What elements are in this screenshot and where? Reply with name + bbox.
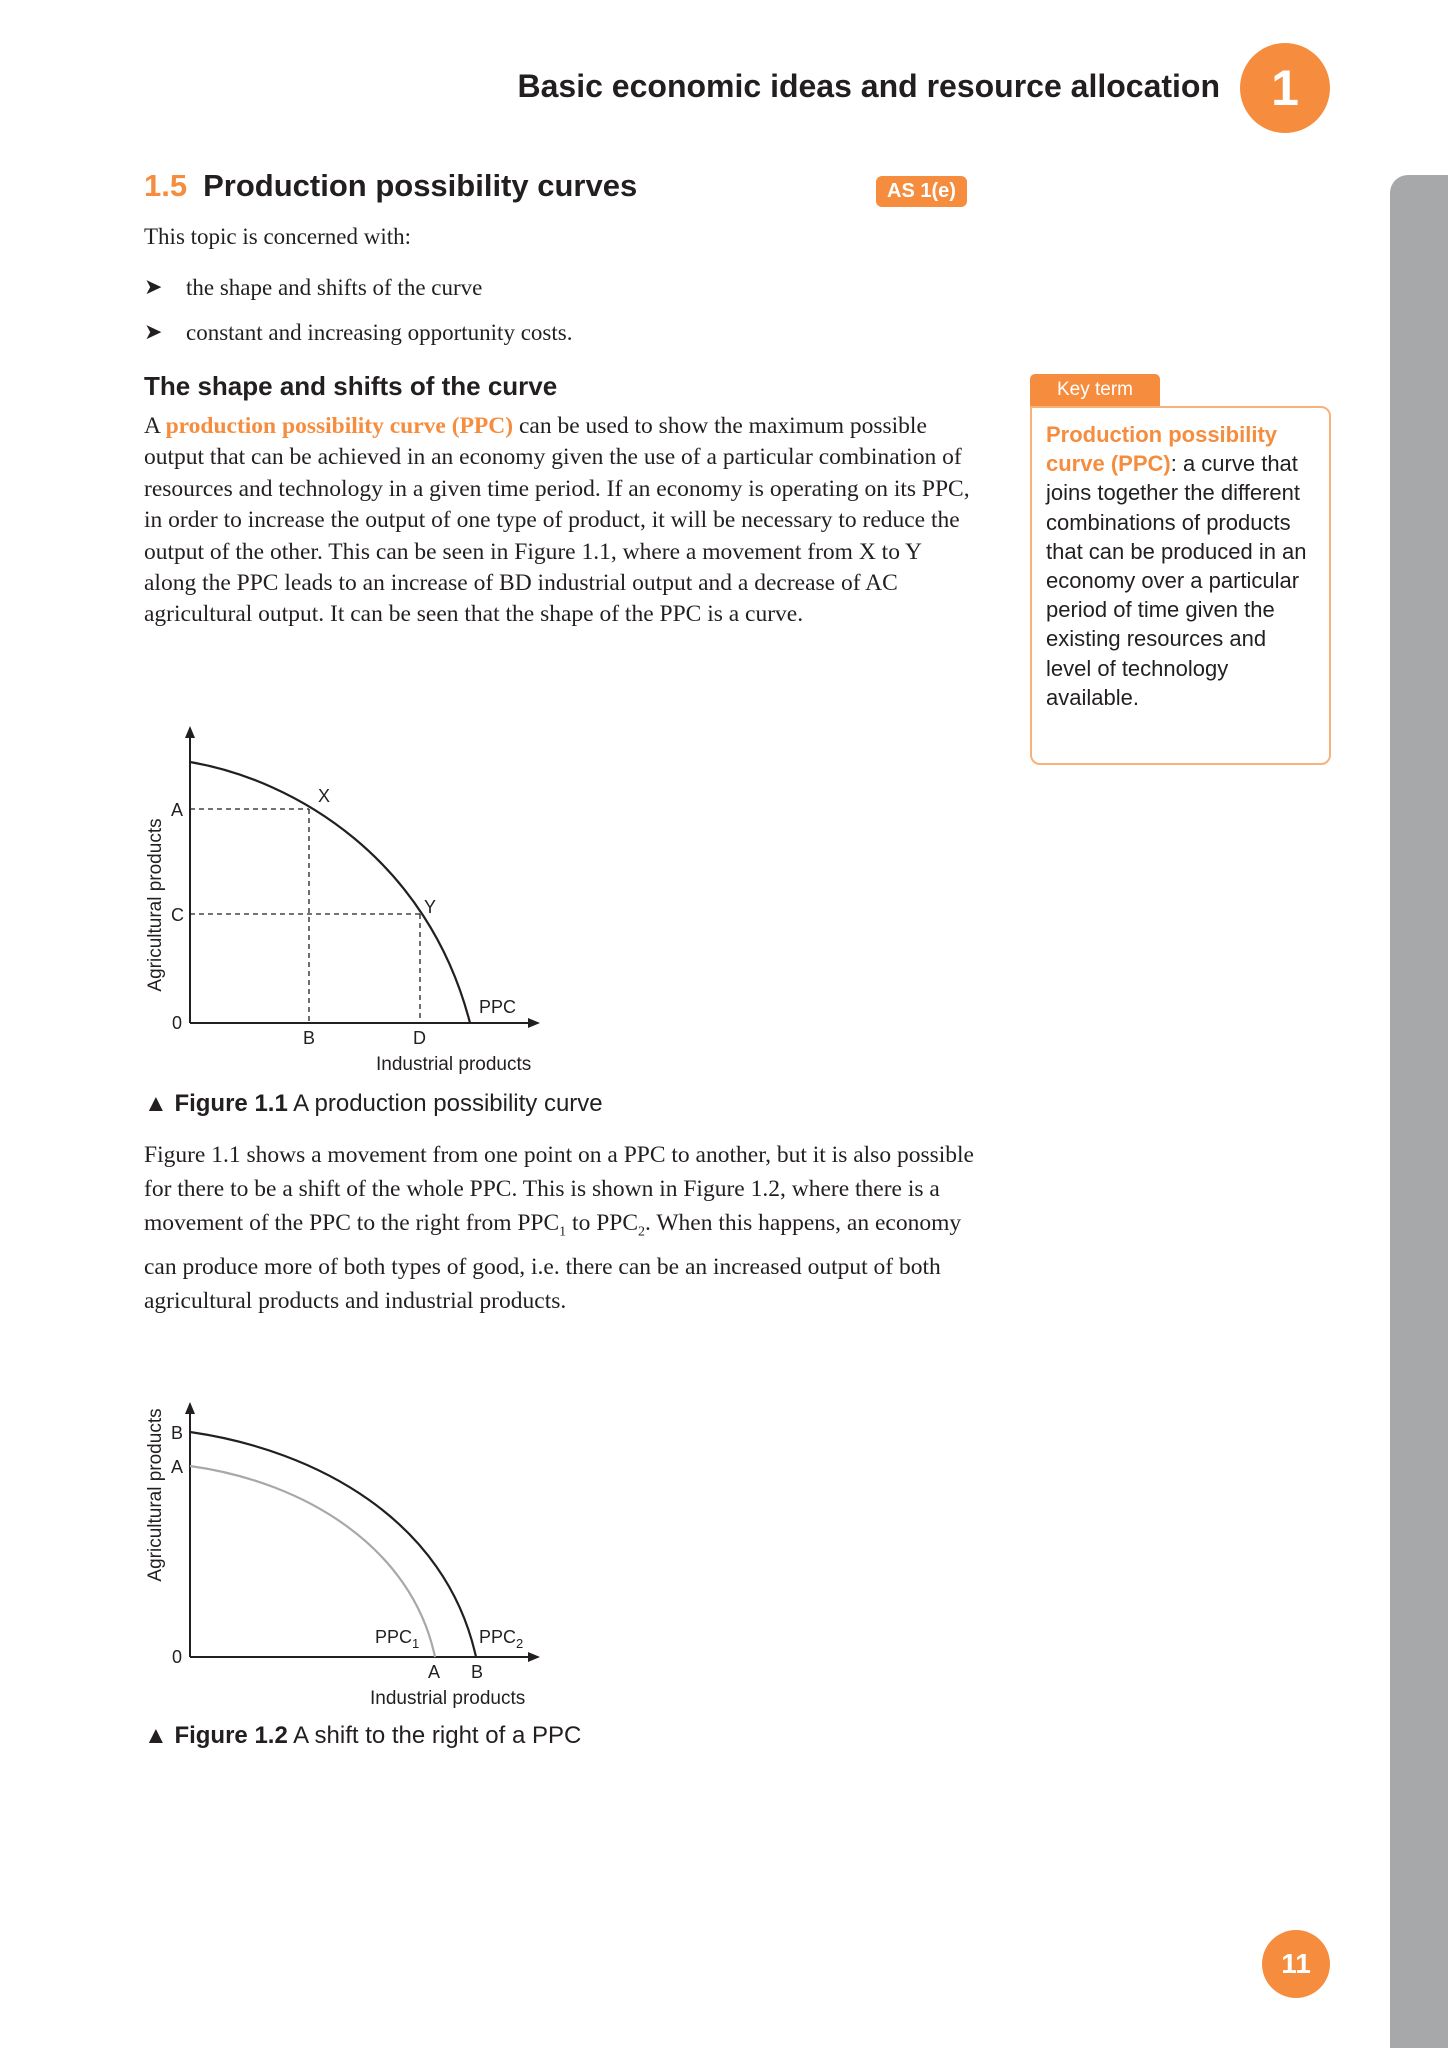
caption-label: Figure 1.2: [174, 1722, 288, 1749]
page-number-badge: 11: [1262, 1930, 1330, 1998]
key-term-box: [1030, 406, 1331, 765]
para-start: A: [144, 413, 166, 439]
ppc-chart-2: [136, 1390, 556, 1710]
section-number: 1.5: [144, 168, 188, 203]
caption-label: Figure 1.1: [174, 1090, 288, 1117]
y-tick-b: B: [171, 1423, 184, 1443]
para-text: can be used to show the maximum possible output that can be achieved in an economy given the use of a particular combination of resources and technology in a given time period. If an economy is operating on its PPC, in order to increase the output of one type of product, it will be necessary to reduce the output of the other. This can be seen in Figure 1.1, where a movement from X to Y along the PPC leads to an increase of BD industrial output and a decrease of AC agricultural output. It can be seen that the shape of the PPC is a curve.: [144, 413, 970, 628]
ppc2-curve: [190, 1432, 476, 1657]
origin-label: 0: [172, 1647, 183, 1667]
ppc-chart-1: [136, 710, 556, 1080]
paragraph-ppc-shift: [144, 1138, 974, 1318]
y-tick-a: A: [171, 800, 184, 820]
point-x-label: X: [318, 786, 331, 806]
caption-marker: ▲: [144, 1722, 168, 1749]
caption-text: A production possibility curve: [287, 1090, 603, 1117]
side-tab-bar: [1390, 175, 1448, 2048]
y-axis-title: Agricultural products: [145, 1408, 166, 1582]
subscript: 2: [638, 1224, 646, 1240]
x-tick-b: B: [303, 1028, 316, 1048]
y-tick-c: C: [171, 905, 184, 925]
list-item: [144, 265, 572, 310]
figure-1-2: [136, 1390, 556, 1715]
topic-list: [144, 265, 572, 355]
key-term-name: Production possibility curve (PPC): [1046, 422, 1278, 477]
origin-label: 0: [172, 1013, 183, 1033]
chapter-number-badge: 1: [1240, 43, 1330, 133]
x-tick-a: A: [428, 1662, 441, 1682]
y-tick-a: A: [171, 1457, 184, 1477]
list-item: [144, 310, 572, 355]
topic-intro: This topic is concerned with:: [144, 224, 411, 249]
figure-1-1: [136, 710, 556, 1085]
series-label-ppc: PPC: [479, 997, 517, 1017]
y-axis-title: Agricultural products: [145, 818, 166, 992]
para-text: . When this happens, an economy can produce more of both types of good, i.e. there can be an increased output of both agricultural products and industrial products.: [144, 1210, 962, 1314]
caption-text: A shift to the right of a PPC: [287, 1722, 582, 1749]
x-axis-title: Industrial products: [370, 1688, 526, 1709]
x-axis-title: Industrial products: [376, 1054, 532, 1075]
section-heading: [144, 168, 637, 204]
para-text: Figure 1.1 shows a movement from one point on a PPC to another, but it is also possible for there to be a shift of the whole PPC. This is shown in Figure 1.2, where there is a movement of the PPC to the right from PPC: [144, 1142, 974, 1236]
subscript: 1: [559, 1224, 567, 1240]
x-tick-d: D: [413, 1028, 426, 1048]
x-tick-b: B: [471, 1662, 484, 1682]
chapter-title: Basic economic ideas and resource allocation: [517, 68, 1220, 104]
syllabus-tag: AS 1(e): [876, 176, 967, 207]
series-label-ppc1: $PPC_1$: [375, 1627, 420, 1651]
key-term-definition: : a curve that joins together the different combinations of products that can be produced in an economy over a particular period of time given the existing resources and level of technology available.: [1046, 451, 1307, 710]
subsection-heading: The shape and shifts of the curve: [144, 371, 558, 401]
figure-caption: [144, 1722, 581, 1750]
caption-marker: ▲: [144, 1090, 168, 1117]
arrow-bullet-icon: ➤: [144, 275, 163, 300]
series-label-ppc2: $PPC_2$: [479, 1627, 524, 1651]
caption-number: [144, 1090, 288, 1117]
para-text: to PPC: [566, 1210, 639, 1236]
caption-number: [144, 1722, 288, 1749]
key-term-tab: Key term: [1030, 374, 1160, 406]
list-item-text: the shape and shifts of the curve: [186, 274, 483, 300]
arrow-bullet-icon: ➤: [144, 320, 163, 345]
point-y-label: Y: [424, 897, 437, 917]
figure-caption: [144, 1090, 603, 1118]
section-title: Production possibility curves: [203, 168, 638, 203]
term-highlight: production possibility curve (PPC): [165, 413, 514, 439]
paragraph-ppc-definition: [144, 411, 974, 631]
list-item-text: constant and increasing opportunity costs.: [186, 319, 573, 345]
